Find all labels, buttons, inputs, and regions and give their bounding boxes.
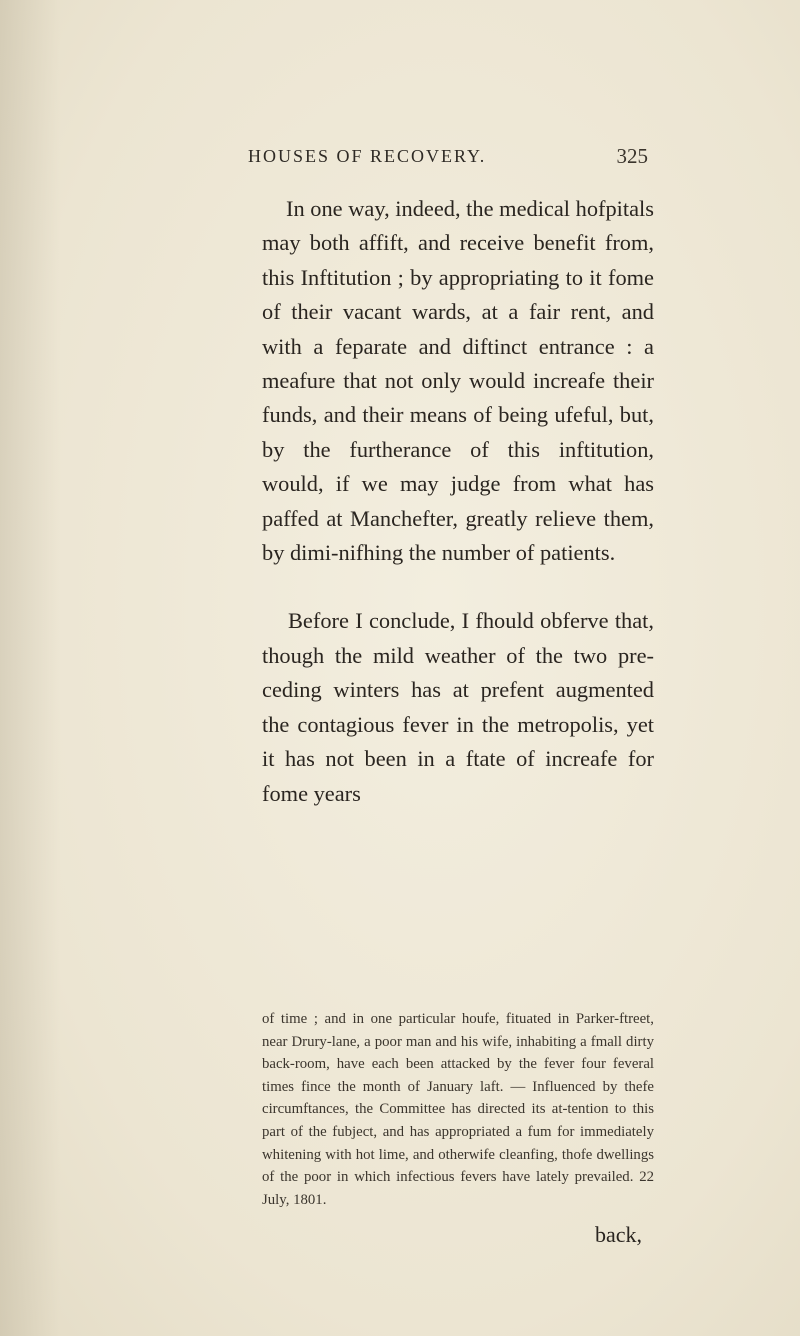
footnote: of time ; and in one particular houfe, fituated in Parker-ftreet, near Drury-lane, a poor man and his wife, inhabiting a fmall dirty back-room, have each been attacked by the fever four feveral times fince the month of January laft. — Influenced by thefe circumftances, the Committee has directed its at-tention to this part of the fubject, and has appropriated a fum for immediately whitening with hot lime, and otherwife cleanfing, thofe dwellings of the poor in which infectious fevers have lately prevailed. 22 July, 1801. (262, 1011, 654, 1208)
page-edge-shadow (0, 0, 60, 1336)
running-head: HOUSES OF RECOVERY. (248, 146, 487, 166)
paragraph-1: In one way, indeed, the medical hofpitals may both affift, and receive benefit from, this Inftitution ; by appropriating to it fome of their vacant wards, at a fair rent, and with a feparate and diftinct entrance : a meafure that not only would increafe their funds, and their means of being ufeful, but, by the furtherance of this inftitution, would, if we may judge from what has paffed at Manchefter, greatly relieve them, by dimi-nifhing the number of patients. (262, 196, 654, 566)
page-header (248, 146, 648, 176)
catchword: back, (595, 1222, 643, 1247)
page-number: 325 (616, 144, 648, 168)
main-text (262, 192, 654, 811)
paragraph-2: Before I conclude, I fhould obferve that, though the mild weather of the two pre-ceding winters has at prefent augmented the contagious fever in the metropolis, yet it has not been in a ftate of increafe for fome years (262, 608, 654, 806)
